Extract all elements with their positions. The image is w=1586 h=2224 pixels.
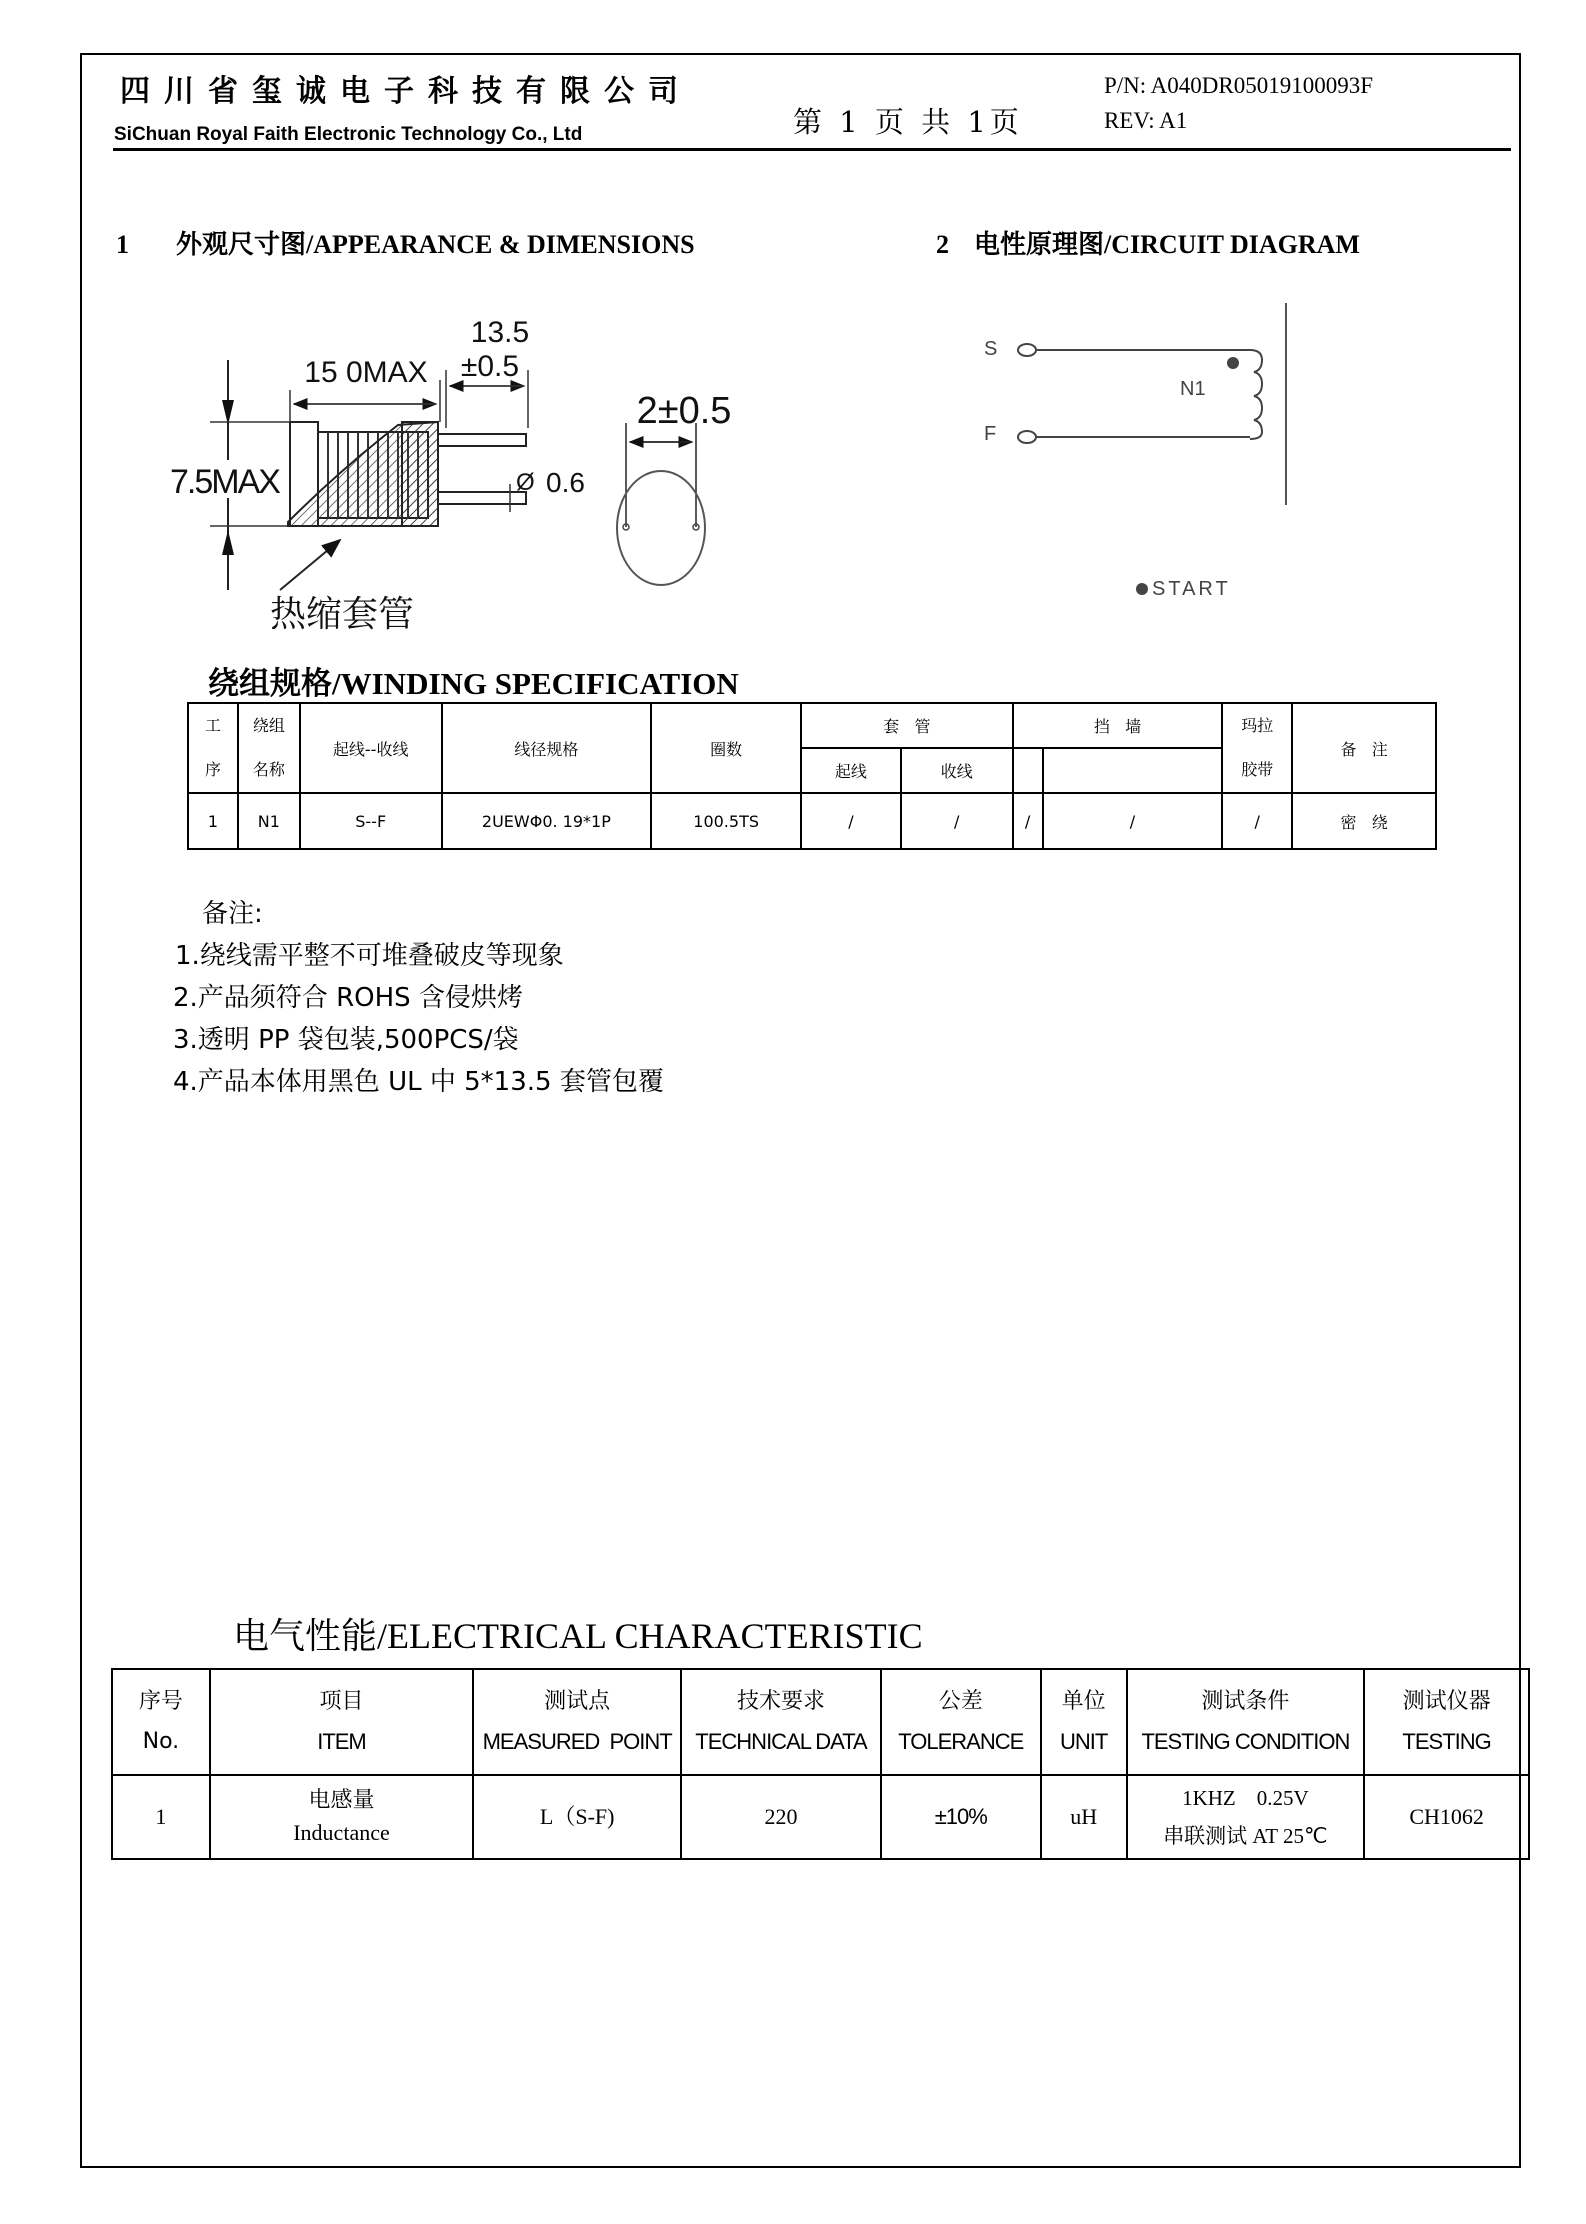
header-testing-instrument: 测试仪器 TESTING <box>1364 1669 1529 1775</box>
cell-testing-instrument: CH1062 <box>1364 1775 1529 1859</box>
winding-spec-title: 绕组规格/WINDING SPECIFICATION <box>208 666 739 701</box>
revision: REV: A1 <box>1104 108 1188 132</box>
length-label: 15 0MAX <box>304 356 428 389</box>
cell-sleeve-finish: / <box>901 793 1013 849</box>
cell-start-finish: S--F <box>300 793 442 849</box>
header-tape: 玛拉 胶带 <box>1222 703 1292 793</box>
winding-coil <box>1250 350 1262 439</box>
terminal-s-label: S <box>984 338 998 360</box>
header-no: 序号 No. <box>112 1669 210 1775</box>
header-unit: 单位 UNIT <box>1041 1669 1127 1775</box>
header-start-finish: 起线--收线 <box>300 703 442 793</box>
header-sleeve: 套 管 <box>801 703 1013 748</box>
electrical-table <box>111 1668 1530 1860</box>
start-legend-dot-icon <box>1136 583 1148 595</box>
header-technical-data: 技术要求 TECHNICAL DATA <box>681 1669 881 1775</box>
company-name-en: SiChuan Royal Faith Electronic Technology Co., Ltd <box>114 124 583 145</box>
winding-spec-table <box>187 702 1437 850</box>
notes-title: 备注: <box>202 899 263 929</box>
header-wall-a <box>1013 748 1043 793</box>
cell-process: 1 <box>188 793 238 849</box>
electrical-header-row <box>112 1669 1529 1775</box>
cell-winding-name: N1 <box>238 793 300 849</box>
header-wall-b <box>1043 748 1223 793</box>
header-sleeve-start: 起线 <box>801 748 901 793</box>
cell-sleeve-start: / <box>801 793 901 849</box>
lead-tolerance-label: ±0.5 <box>460 350 520 383</box>
table-row <box>112 1775 1529 1859</box>
diameter-symbol: Ø <box>516 469 535 496</box>
terminal-f <box>1018 431 1036 443</box>
header-turns: 圈数 <box>651 703 801 793</box>
table-row <box>188 793 1436 849</box>
cell-measured-point: L（S-F) <box>473 1775 681 1859</box>
header-tolerance: 公差 TOLERANCE <box>881 1669 1041 1775</box>
header-divider <box>113 148 1511 151</box>
note-item: 1.绕线需平整不可堆叠破皮等现象 <box>175 941 564 971</box>
note-item: 2.产品须符合 ROHS 含侵烘烤 <box>173 983 523 1013</box>
cell-tape: / <box>1222 793 1292 849</box>
start-legend-label: START <box>1152 578 1231 600</box>
height-label: 7.5MAX <box>170 463 279 501</box>
cell-wire-spec: 2UEWΦ0. 19*1P <box>442 793 652 849</box>
part-number: P/N: A040DR05019100093F <box>1104 73 1374 98</box>
pitch-label: 2±0.5 <box>636 390 732 432</box>
sleeve-label: 热缩套管 <box>270 593 415 630</box>
header-testing-condition: 测试条件 TESTING CONDITION <box>1127 1669 1365 1775</box>
cell-turns: 100.5TS <box>651 793 801 849</box>
section-number: 2 <box>936 230 949 259</box>
start-dot-icon <box>1227 357 1239 369</box>
end-view-drawing <box>600 385 770 595</box>
page-indicator: 第 1 页 共 1页 <box>793 105 1023 139</box>
cell-testing-condition: 1KHZ 0.25V 串联测试 AT 25℃ <box>1127 1775 1365 1859</box>
electrical-title: 电气性能/ELECTRICAL CHARACTERISTIC <box>233 1616 923 1656</box>
terminal-s <box>1018 344 1036 356</box>
note-item: 3.透明 PP 袋包装,500PCS/袋 <box>173 1025 519 1055</box>
terminal-f-label: F <box>984 423 997 445</box>
header-remarks: 备 注 <box>1292 703 1436 793</box>
cell-no: 1 <box>112 1775 210 1859</box>
section-circuit-title <box>936 224 1360 261</box>
header-winding-name: 绕组 名称 <box>238 703 300 793</box>
header-process: 工 序 <box>188 703 238 793</box>
cell-item: 电感量 Inductance <box>210 1775 473 1859</box>
cell-tolerance: ±10% <box>881 1775 1041 1859</box>
note-item: 4.产品本体用黑色 UL 中 5*13.5 套管包覆 <box>173 1067 664 1097</box>
cell-wall-b: / <box>1043 793 1223 849</box>
section-number: 1 <box>116 230 129 259</box>
header-measured-point: 测试点 MEASURED POINT <box>473 1669 681 1775</box>
cell-technical-data: 220 <box>681 1775 881 1859</box>
section-title-text: 电性原理图/CIRCUIT DIAGRAM <box>974 230 1360 259</box>
cell-wall-a: / <box>1013 793 1043 849</box>
diameter-value: 0.6 <box>546 467 585 498</box>
header-sleeve-finish: 收线 <box>901 748 1013 793</box>
circuit-diagram <box>960 295 1300 615</box>
section-appearance-title <box>116 224 695 261</box>
lead-length-label: 13.5 <box>470 316 530 349</box>
header-item: 项目 ITEM <box>210 1669 473 1775</box>
winding-name-label: N1 <box>1180 378 1206 400</box>
section-title-text: 外观尺寸图/APPEARANCE & DIMENSIONS <box>176 230 695 259</box>
company-name-cn: 四川省玺诚电子科技有限公司 <box>120 74 692 109</box>
header-wall: 挡 墙 <box>1013 703 1223 748</box>
header-wire-spec: 线径规格 <box>442 703 652 793</box>
cell-remarks: 密 绕 <box>1292 793 1436 849</box>
cell-unit: uH <box>1041 1775 1127 1859</box>
